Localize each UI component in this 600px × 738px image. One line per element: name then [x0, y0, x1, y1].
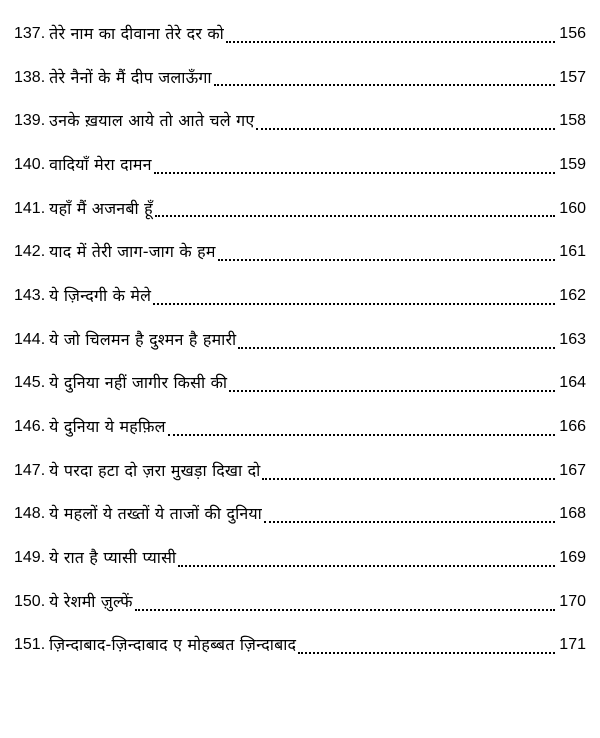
dot-leader [262, 478, 555, 480]
entry-number: 141. [14, 199, 46, 217]
entry-number: 140. [14, 155, 46, 173]
toc-entry [14, 56, 586, 100]
entry-title: ये दुनिया नहीं जागीर किसी की [49, 373, 228, 393]
entry-title: उनके ख़याल आये तो आते चले गए [49, 111, 255, 131]
entry-page-number: 162 [559, 286, 586, 304]
toc-entry [14, 187, 586, 231]
entry-page-number: 163 [559, 330, 586, 348]
entry-title: ये रात है प्यासी प्यासी [49, 548, 177, 568]
entry-page-number: 160 [559, 199, 586, 217]
entry-number: 146. [14, 418, 46, 436]
entry-title: ये परदा हटा दो ज़रा मुखड़ा दिखा दो [49, 460, 261, 480]
dot-leader [153, 303, 555, 305]
entry-page-number: 167 [559, 461, 586, 479]
toc-entry [14, 580, 586, 624]
entry-page-number: 168 [559, 505, 586, 523]
toc-entry [14, 318, 586, 362]
entry-number: 149. [14, 549, 46, 567]
entry-number: 143. [14, 286, 46, 304]
entry-number: 145. [14, 374, 46, 392]
toc-entry [14, 405, 586, 449]
entry-number: 137. [14, 24, 46, 42]
dot-leader [229, 390, 555, 392]
toc-entry [14, 274, 586, 318]
dot-leader [178, 565, 555, 567]
entry-number: 150. [14, 592, 46, 610]
toc-entry [14, 143, 586, 187]
entry-title: वादियाँ मेरा दामन [49, 154, 152, 174]
dot-leader [226, 41, 555, 43]
toc-entry [14, 536, 586, 580]
entry-title: ये महलों ये तख्तों ये ताजों की दुनिया [49, 504, 263, 524]
entry-title: तेरे नाम का दीवाना तेरे दर को [49, 23, 224, 43]
dot-leader [256, 128, 555, 130]
dot-leader [168, 434, 556, 436]
entry-page-number: 170 [559, 592, 586, 610]
toc-entry [14, 12, 586, 56]
entry-page-number: 166 [559, 418, 586, 436]
entry-number: 144. [14, 330, 46, 348]
entry-number: 151. [14, 636, 46, 654]
entry-title: यहाँ मैं अजनबी हूँ [49, 198, 153, 218]
entry-title: ये दुनिया ये महफ़िल [49, 417, 166, 437]
table-of-contents [14, 12, 586, 667]
dot-leader [264, 521, 555, 523]
entry-page-number: 159 [559, 155, 586, 173]
entry-number: 148. [14, 505, 46, 523]
toc-entry [14, 449, 586, 493]
entry-page-number: 164 [559, 374, 586, 392]
entry-title: याद में तेरी जाग-जाग के हम [49, 242, 216, 262]
entry-page-number: 157 [559, 68, 586, 86]
entry-title: ज़िन्दाबाद-ज़िन्दाबाद ए मोहब्बत ज़िन्दाबाद [49, 635, 297, 655]
dot-leader [238, 347, 555, 349]
entry-page-number: 156 [559, 24, 586, 42]
entry-title: ये रेशमी ज़ुल्फें [49, 591, 133, 611]
entry-title: ये ज़िन्दगी के मेले [49, 285, 152, 305]
toc-entry [14, 230, 586, 274]
entry-page-number: 169 [559, 549, 586, 567]
dot-leader [214, 84, 556, 86]
entry-page-number: 161 [559, 243, 586, 261]
entry-number: 142. [14, 243, 46, 261]
toc-entry [14, 362, 586, 406]
dot-leader [298, 652, 555, 654]
entry-number: 147. [14, 461, 46, 479]
dot-leader [154, 172, 556, 174]
entry-number: 139. [14, 112, 46, 130]
dot-leader [218, 259, 556, 261]
toc-entry [14, 99, 586, 143]
entry-title: ये जो चिलमन है दुश्मन है हमारी [49, 329, 237, 349]
entry-title: तेरे नैनों के मैं दीप जलाऊँगा [49, 67, 212, 87]
toc-entry [14, 624, 586, 668]
entry-number: 138. [14, 68, 46, 86]
entry-page-number: 158 [559, 112, 586, 130]
dot-leader [155, 215, 555, 217]
toc-entry [14, 493, 586, 537]
dot-leader [135, 609, 556, 611]
entry-page-number: 171 [559, 636, 586, 654]
